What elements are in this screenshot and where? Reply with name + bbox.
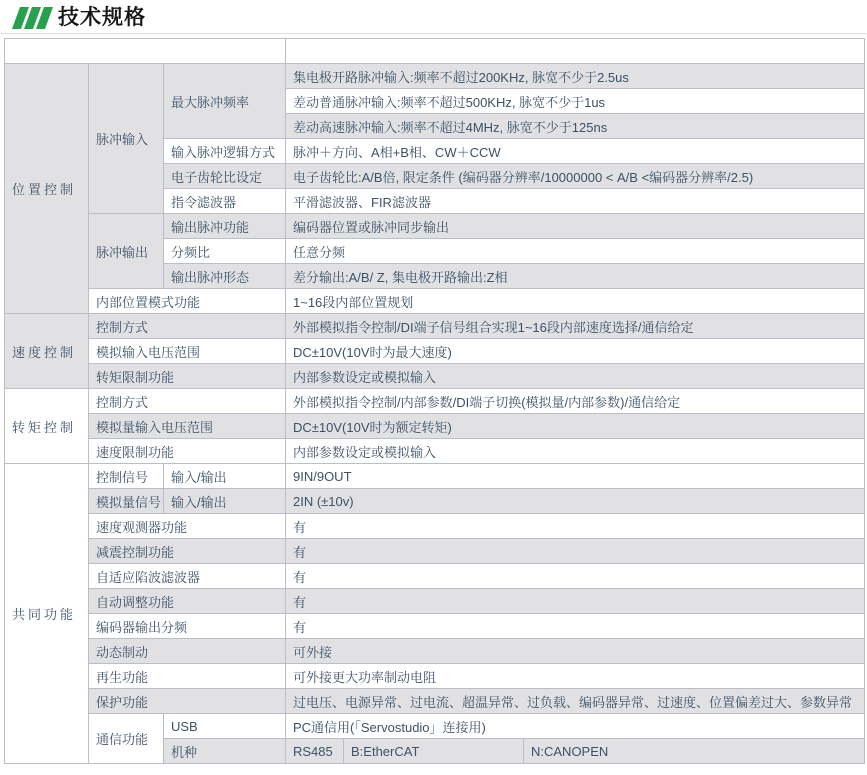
cell-pulse-output: 脉冲输出 <box>89 214 164 289</box>
cell-model-canopen: N:CANOPEN <box>524 739 865 764</box>
cell-torque-analog-range-value: DC±10V(10V时为额定转矩) <box>286 414 865 439</box>
cell-model-label: 机种 <box>164 739 286 764</box>
cell-notch-filter-value: 有 <box>286 564 865 589</box>
cell-output-form-label: 输出脉冲形态 <box>164 264 286 289</box>
page-title: 技术规格 <box>58 6 146 29</box>
cell-internal-pos-value: 1~16段内部位置规划 <box>286 289 865 314</box>
cell-input-logic-value: 脉冲＋方向、A相+B相、CW＋CCW <box>286 139 865 164</box>
cell-model-rs485: RS485 <box>286 739 344 764</box>
cell-input-logic-label: 输入脉冲逻辑方式 <box>164 139 286 164</box>
triple-diagonal-stripes-icon <box>12 7 53 29</box>
table-row <box>5 214 865 239</box>
cell-usb-label: USB <box>164 714 286 739</box>
cell-comm-fn-label: 通信功能 <box>89 714 164 764</box>
cell-div-ratio-label: 分频比 <box>164 239 286 264</box>
cell-output-fn-value: 编码器位置或脉冲同步输出 <box>286 214 865 239</box>
cell-max-freq-differential: 差动普通脉冲输入:频率不超过500KHz, 脉宽不少于1us <box>286 89 865 114</box>
cell-ctrl-signal-label: 控制信号 <box>89 464 164 489</box>
cell-torque-ctrl-mode-label: 控制方式 <box>89 389 286 414</box>
cell-torque-limit-value: 内部参数设定或模拟输入 <box>286 364 865 389</box>
cell-analog-signal-io-label: 输入/输出 <box>164 489 286 514</box>
table-row <box>5 639 865 664</box>
cell-vibration-ctrl-label: 减震控制功能 <box>89 539 286 564</box>
table-row <box>5 364 865 389</box>
cell-model-ethercat: B:EtherCAT <box>344 739 524 764</box>
table-row <box>5 714 865 739</box>
cell-torque-ctrl-mode-value: 外部模拟指令控制/内部参数/DI端子切换(模拟量/内部参数)/通信给定 <box>286 389 865 414</box>
table-row <box>5 614 865 639</box>
table-row <box>5 314 865 339</box>
cell-pulse-input: 脉冲输入 <box>89 64 164 214</box>
table-row <box>5 589 865 614</box>
cell-output-fn-label: 输出脉冲功能 <box>164 214 286 239</box>
title-divider <box>0 33 867 34</box>
cell-protection-label: 保护功能 <box>89 689 286 714</box>
cell-speed-ctrl-mode-label: 控制方式 <box>89 314 286 339</box>
cell-section-speed: 速度控制 <box>5 314 89 389</box>
table-row <box>5 514 865 539</box>
cell-cmd-filter-value: 平滑滤波器、FIR滤波器 <box>286 189 865 214</box>
cell-max-freq-open-collector: 集电极开路脉冲输入:频率不超过200KHz, 脉宽不少于2.5us <box>286 64 865 89</box>
cell-div-ratio-value: 任意分频 <box>286 239 865 264</box>
cell-max-freq-high-speed: 差动高速脉冲输入:频率不超过4MHz, 脉宽不少于125ns <box>286 114 865 139</box>
cell-speed-analog-range-value: DC±10V(10V时为最大速度) <box>286 339 865 364</box>
cell-vibration-ctrl-value: 有 <box>286 539 865 564</box>
cell-encoder-div-label: 编码器输出分频 <box>89 614 286 639</box>
cell-dynamic-brake-label: 动态制动 <box>89 639 286 664</box>
cell-torque-limit-label: 转矩限制功能 <box>89 364 286 389</box>
cell-auto-tuning-label: 自动调整功能 <box>89 589 286 614</box>
table-row <box>5 389 865 414</box>
cell-regen-value: 可外接更大功率制动电阻 <box>286 664 865 689</box>
col-header-item: 项 目 <box>5 39 286 64</box>
cell-speed-observer-value: 有 <box>286 514 865 539</box>
cell-speed-observer-label: 速度观测器功能 <box>89 514 286 539</box>
cell-ctrl-signal-io-label: 输入/输出 <box>164 464 286 489</box>
table-row <box>5 564 865 589</box>
cell-encoder-div-value: 有 <box>286 614 865 639</box>
table-row <box>5 339 865 364</box>
cell-section-common: 共同功能 <box>5 464 89 764</box>
table-row <box>5 689 865 714</box>
cell-analog-signal-value: 2IN (±10v) <box>286 489 865 514</box>
cell-usb-value: PC通信用(「Servostudio」连接用) <box>286 714 865 739</box>
cell-protection-value: 过电压、电源异常、过电流、超温异常、过负载、编码器异常、过速度、位置偏差过大、参数异常 <box>286 689 865 714</box>
cell-gear-ratio-value: 电子齿轮比:A/B倍, 限定条件 (编码器分辨率/10000000 < A/B <编码器分辨率/2.5) <box>286 164 865 189</box>
cell-notch-filter-label: 自适应陷波滤波器 <box>89 564 286 589</box>
cell-cmd-filter-label: 指令滤波器 <box>164 189 286 214</box>
cell-speed-limit-label: 速度限制功能 <box>89 439 286 464</box>
cell-output-form-value: 差分输出:A/B/ Z, 集电极开路输出:Z相 <box>286 264 865 289</box>
table-row <box>5 439 865 464</box>
cell-gear-ratio-label: 电子齿轮比设定 <box>164 164 286 189</box>
cell-section-position: 位置控制 <box>5 64 89 314</box>
cell-auto-tuning-value: 有 <box>286 589 865 614</box>
cell-speed-ctrl-mode-value: 外部模拟指令控制/DI端子信号组合实现1~16段内部速度选择/通信给定 <box>286 314 865 339</box>
cell-dynamic-brake-value: 可外接 <box>286 639 865 664</box>
cell-torque-analog-range-label: 模拟量输入电压范围 <box>89 414 286 439</box>
table-row <box>5 664 865 689</box>
spec-table <box>4 38 865 764</box>
cell-section-torque: 转矩控制 <box>5 389 89 464</box>
cell-analog-signal-label: 模拟量信号 <box>89 489 164 514</box>
col-header-spec: 规 格 <box>286 39 865 64</box>
table-row <box>5 464 865 489</box>
table-row <box>5 64 865 89</box>
table-row <box>5 414 865 439</box>
table-row <box>5 289 865 314</box>
table-row <box>5 489 865 514</box>
cell-max-pulse-freq: 最大脉冲频率 <box>164 64 286 139</box>
table-row <box>5 539 865 564</box>
cell-speed-analog-range-label: 模拟输入电压范围 <box>89 339 286 364</box>
cell-regen-label: 再生功能 <box>89 664 286 689</box>
table-header-row <box>5 39 865 64</box>
cell-speed-limit-value: 内部参数设定或模拟输入 <box>286 439 865 464</box>
cell-internal-pos-label: 内部位置模式功能 <box>89 289 286 314</box>
cell-ctrl-signal-value: 9IN/9OUT <box>286 464 865 489</box>
section-title-bar <box>10 4 146 32</box>
